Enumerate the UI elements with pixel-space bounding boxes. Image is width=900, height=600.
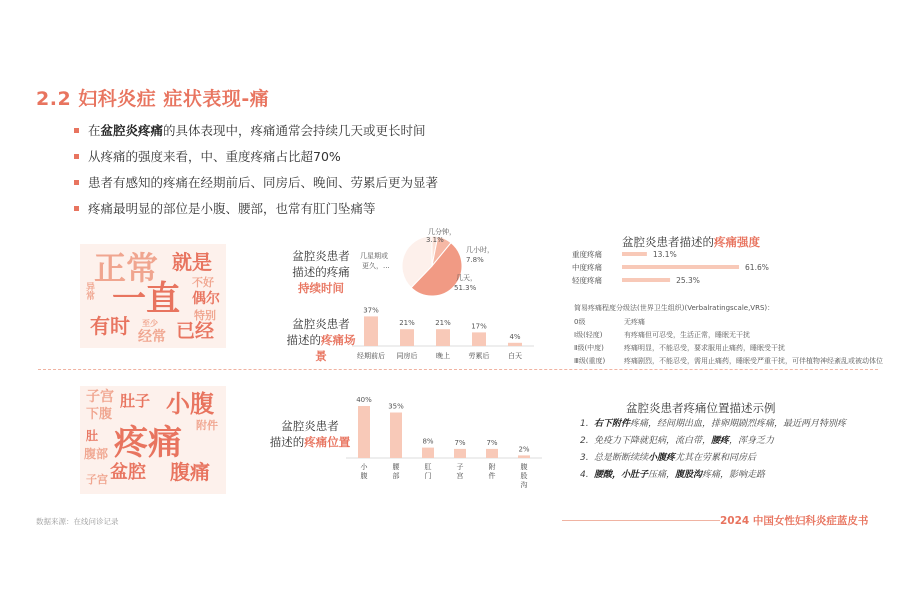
vrs-row [574,329,883,342]
bar-value-label: 13.1% [652,250,677,259]
example-item [580,433,846,450]
example-text: 总是断断续续 [594,453,649,463]
vrs-level: I级(轻度) [574,331,603,339]
bar-value-label: 25.3% [676,276,700,285]
vrs-row [574,316,883,329]
bar-value-label: 17% [471,322,487,331]
bullet-intensity: 从疼痛的强度来看，中、重度疼痛占比超70% [74,148,438,174]
example-text: 疼痛，影响走路 [702,470,766,480]
bar-value-label: 8% [422,437,434,446]
scene-label-highlight: 疼痛场景 [315,333,356,363]
cloud-word: 肚子 [120,392,151,410]
category-label: 劳累后 [468,352,490,360]
duration-label-line2: 描述的疼痛 [292,265,350,279]
cloud-word: 附件 [196,419,218,432]
cloud-word: 腹部 [84,447,109,461]
category-label: 子 [456,463,464,471]
category-label: 沟 [520,481,528,489]
example-text: 尤其在劳累和同房后 [675,453,757,463]
category-label: 重度疼痛 [572,250,602,259]
bar [508,343,522,346]
example-item [580,467,846,484]
intensity-title-text: 盆腔炎患者描述的 [622,235,714,249]
section-divider [38,369,878,370]
cloud-word: 子宫 [86,473,108,486]
cloud-word: 至少 [142,319,158,328]
cloud-word: 已经 [176,320,215,342]
footer-line [562,520,720,521]
pie-category-label: 几天， [456,274,477,282]
scene-bar-chart [352,300,542,366]
cloud-word: 一直 [112,279,180,319]
example-bold: 腰酸，小肚子 [594,470,649,480]
bar-value-label: 40% [356,396,372,404]
cloud-word: 经常 [138,329,166,345]
report-brand: 2024 中国女性妇科炎症蓝皮书 [720,515,869,527]
example-number: 4. [580,470,589,480]
category-label: 件 [488,472,496,480]
bar [518,455,530,458]
bar-value-label: 21% [435,319,451,328]
example-text: 压痛， [648,470,676,480]
example-bold: 腹股沟 [675,470,703,480]
duration-label-highlight: 持续时间 [298,281,344,295]
cloud-word: 腹痛 [170,460,210,484]
data-source: 数据来源：在线问诊记录 [36,517,119,526]
cloud-word: 子宫 [86,389,114,405]
cloud-word: 下腹 [86,407,113,422]
cloud-word: 特别 [194,309,216,322]
cloud-word: 正常 [94,249,159,287]
cloud-word: 盆腔 [110,462,146,483]
page-title: 2.2 妇科炎症 症状表现-痛 [36,88,270,110]
bar [622,278,670,282]
example-number: 3. [580,453,589,463]
example-item [580,416,846,433]
category-label: 腹 [520,463,528,471]
bar [486,449,498,458]
bar [436,329,450,346]
example-bold: 右下附件 [594,419,631,429]
category-label: 轻度疼痛 [572,276,602,285]
bar-value-label: 37% [363,306,379,315]
category-label: 经期前后 [357,352,385,360]
bar [622,252,647,256]
vrs-level: Ⅲ级(重度) [574,357,606,365]
location-label [260,418,360,450]
bar-value-label: 7% [454,438,466,447]
example-item [580,450,846,467]
example-bold: 小腹疼 [648,453,676,463]
bar [454,449,466,458]
duration-label [284,248,358,296]
vrs-level: Ⅱ级(中度) [574,344,604,352]
example-bold: 腰疼 [711,436,730,446]
cloud-word: 不好 [192,276,214,289]
cloud-word: 有时 [90,314,130,338]
bar [400,329,414,346]
pie-category-label: 几分钟， [428,228,456,236]
example-number: 2. [580,436,589,446]
bullet-scene: 患者有感知的疼痛在经期前后、同房后、晚间、劳累后更为显著 [74,174,438,200]
category-label: 腹 [360,472,368,480]
scene-label-line1: 盆腔炎患者 [292,317,350,331]
cloud-word: 疼痛 [114,423,182,463]
pie-value-label: 51.3% [454,284,477,292]
bullet-duration: 在盆腔炎疼痛的具体表现中，疼痛通常会持续几天或更长时间 [74,122,438,148]
bullet-location: 疼痛最明显的部位是小腹、腰部，也常有肛门坠痛等 [74,200,438,226]
duration-pie-chart [360,228,510,300]
pie-value-label: 3.1% [426,236,444,244]
vrs-desc: 疼痛明显，不能忍受，要求服用止痛药，睡眠受干扰 [624,344,785,352]
example-text: 免疫力下降就犯病，流白带， [594,436,712,446]
examples-title: 盆腔炎患者疼痛位置描述示例 [626,401,776,415]
cloud-word: 异常 [84,282,94,300]
category-label: 肛 [424,463,432,471]
example-text: 疼痛，经间期出血，排卵期剧烈疼痛，最近两月特别疼 [630,419,847,429]
intensity-bar-chart [572,248,792,290]
intensity-title-highlight: 疼痛强度 [714,235,760,249]
category-label: 腰 [392,463,400,471]
category-label: 附 [488,463,496,471]
bar [358,406,370,458]
category-label: 晚上 [436,352,450,360]
category-label: 股 [520,472,528,480]
bar [364,316,378,346]
location-label-highlight: 疼痛位置 [304,435,351,449]
category-label: 部 [392,472,400,480]
location-bar-chart [346,392,546,496]
vrs-desc: 疼痛剧烈，不能忍受，需用止痛药，睡眠受严重干扰，可伴植物神经紊乱或被动体位 [624,357,883,365]
location-label-line1: 盆腔炎患者 [281,419,339,433]
pie-category-label: 更久，... [362,262,390,270]
category-label: 白天 [508,352,522,360]
vrs-desc: 有疼痛但可忍受，生活正常，睡眠无干扰 [624,331,750,339]
bar-value-label: 21% [399,319,415,328]
example-text: ，浑身乏力 [729,436,775,446]
pie-category-label: 几小时， [466,246,494,254]
category-label: 宫 [456,472,464,480]
bar-value-label: 61.6% [745,263,769,272]
bar [390,413,402,459]
location-label-line2: 描述的 [269,435,305,449]
category-label: 同房后 [396,352,418,360]
location-examples [580,416,846,484]
pie-category-label: 几星期或 [360,252,388,260]
cloud-word: 就是 [172,250,212,274]
duration-label-line1: 盆腔炎患者 [292,249,350,263]
category-label: 门 [424,472,432,480]
category-label: 小 [360,463,368,471]
cloud-word: 小腹 [166,390,214,418]
example-number: 1. [580,419,589,429]
word-cloud-duration [80,244,226,348]
vrs-desc: 无疼痛 [624,318,645,326]
scene-label-line2: 描述的 [286,333,321,347]
bar-value-label: 4% [509,332,521,341]
bar-value-label: 7% [486,438,498,447]
pie-value-label: 7.8% [466,256,484,264]
bar-value-label: 35% [388,402,404,411]
vrs-row [574,355,883,368]
cloud-word: 偶尔 [192,291,220,307]
bar-value-label: 2% [518,445,530,454]
vrs-scale-description [574,302,883,368]
vrs-level: 0级 [574,318,586,326]
scene-label [284,316,358,364]
bar [472,332,486,346]
bar [422,448,434,458]
cloud-word: 肚 [86,429,99,443]
vrs-row [574,342,883,355]
category-label: 中度疼痛 [572,263,602,272]
bar [622,265,739,269]
key-points [74,122,438,226]
word-cloud-location [80,386,226,494]
vrs-title: 简易疼痛程度分级法(世界卫生组织)(Verbalratingscale,VRS)： [574,304,775,312]
